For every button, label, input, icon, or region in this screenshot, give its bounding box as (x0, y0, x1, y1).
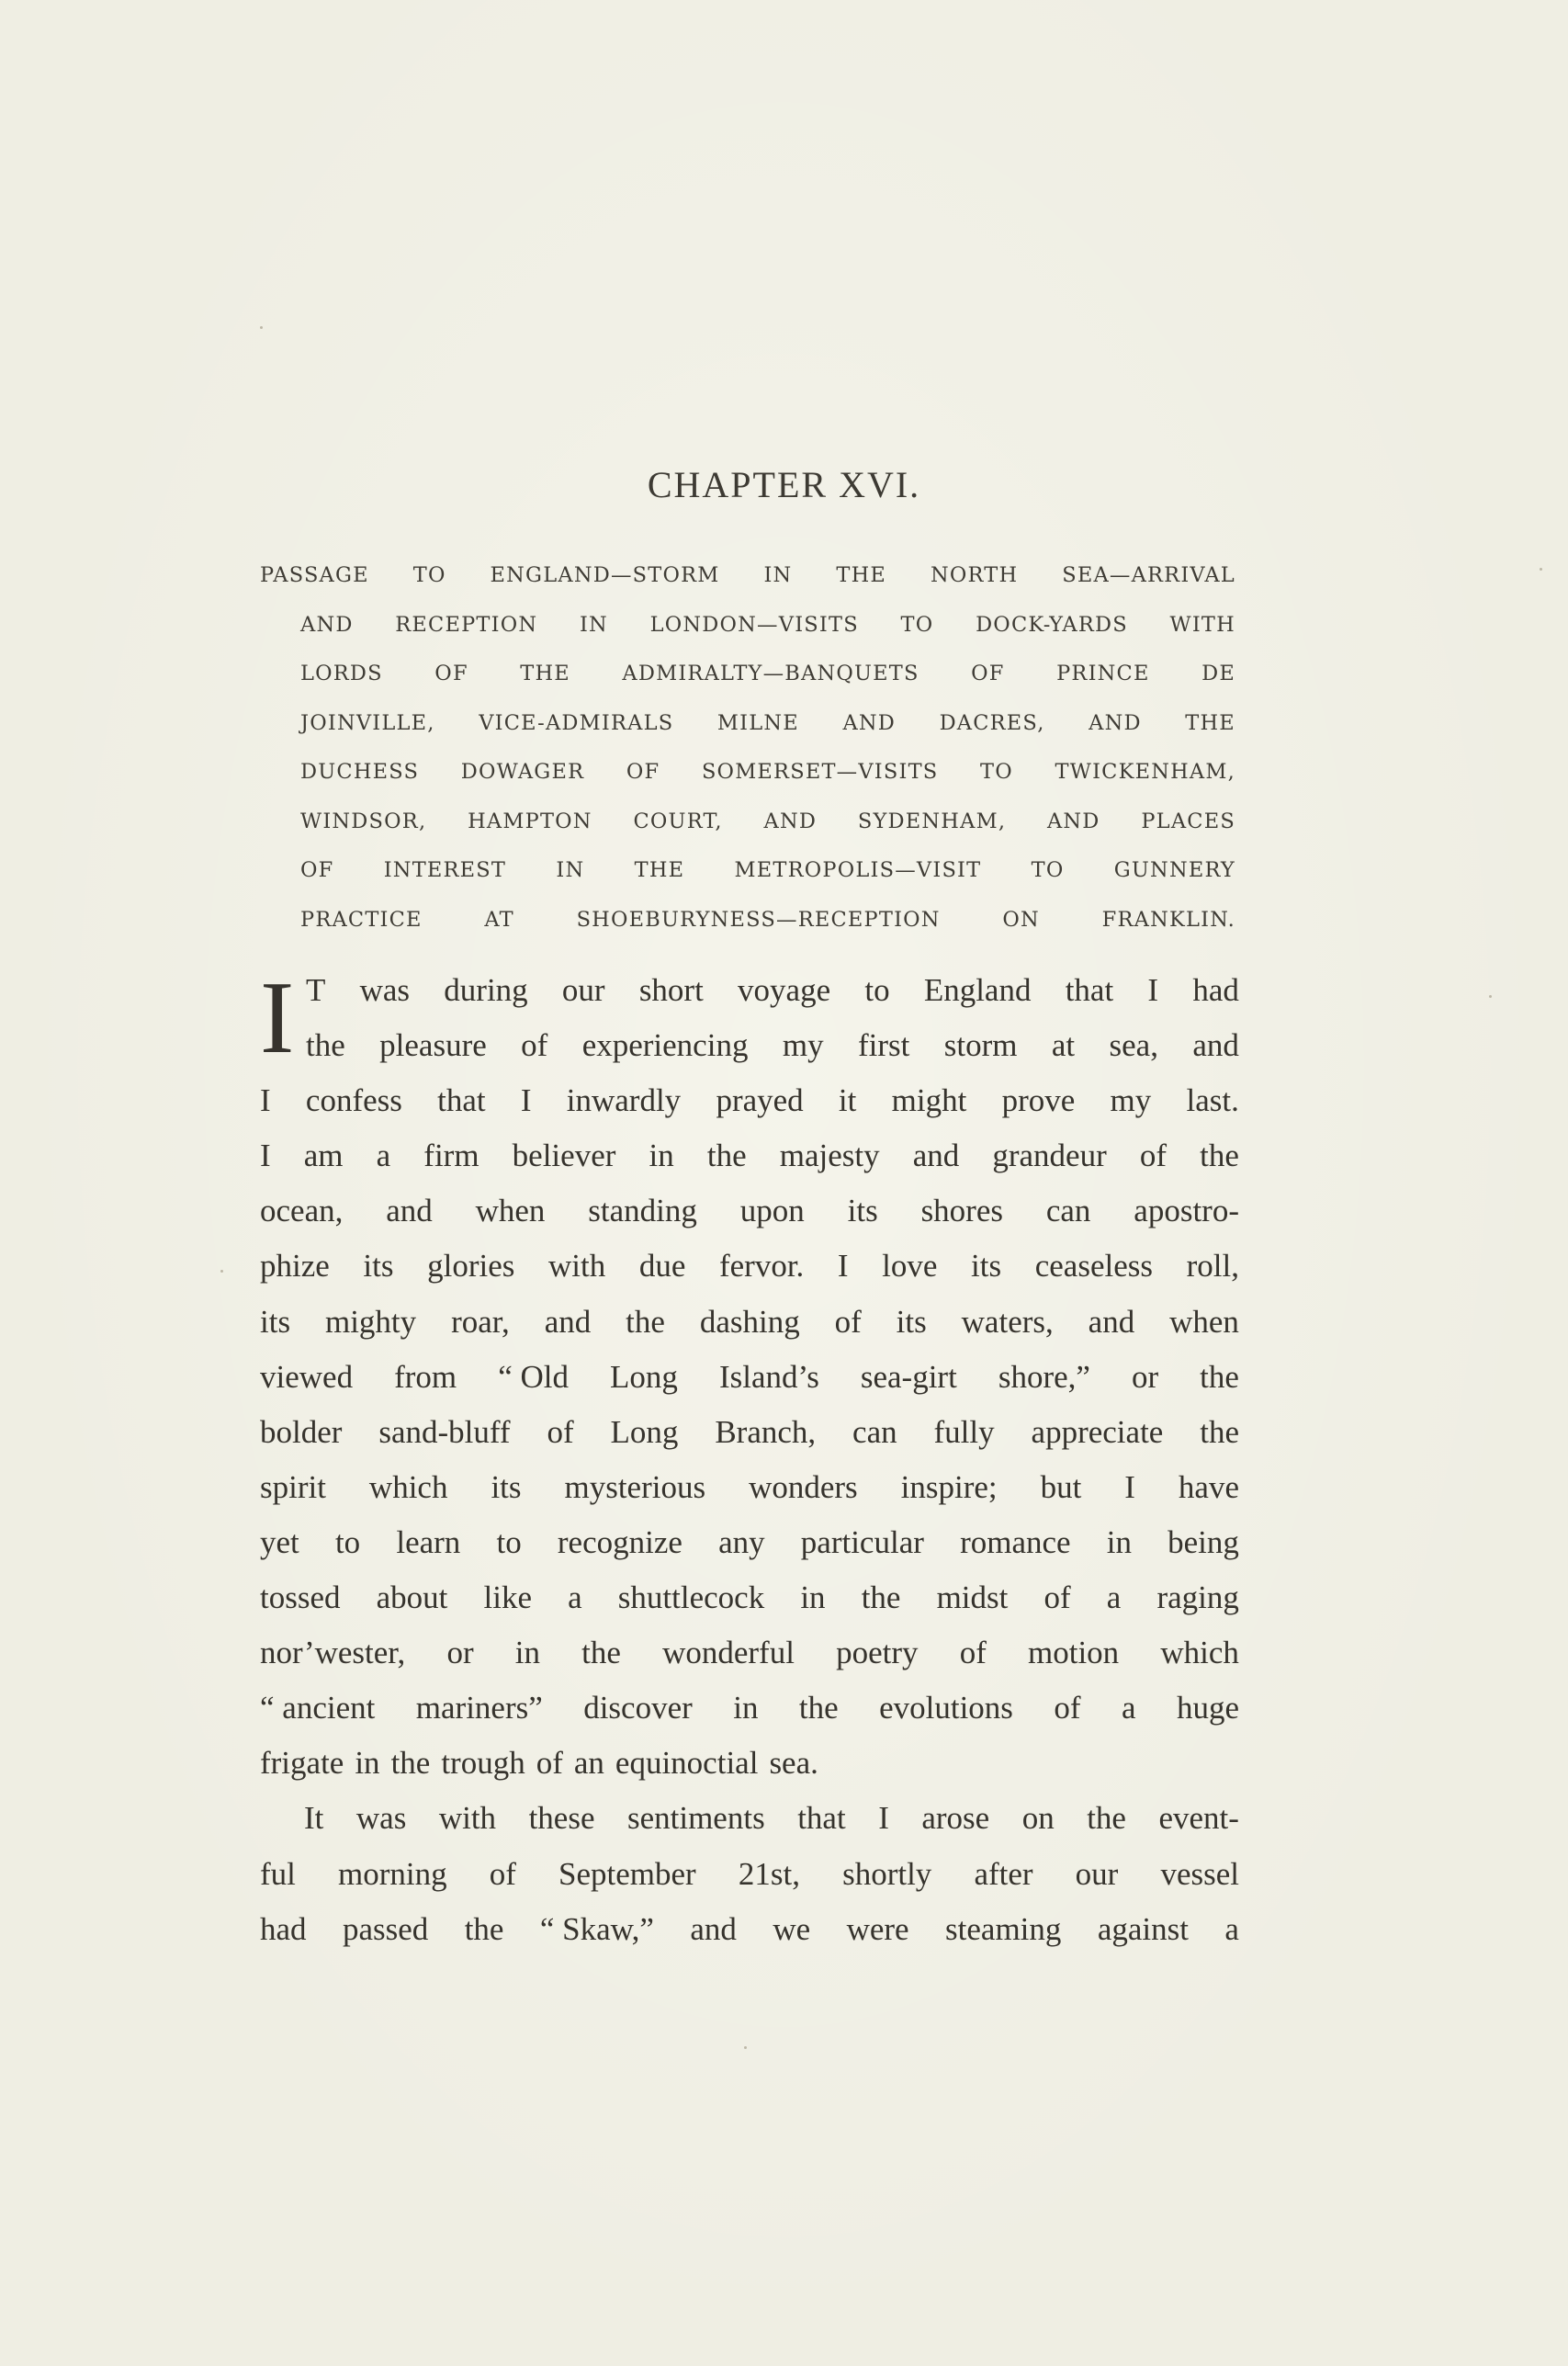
body-line (260, 1073, 1239, 1128)
body-word: apostro- (1134, 1193, 1239, 1229)
body-line (260, 1295, 1239, 1350)
body-word: dashing (699, 1303, 800, 1340)
body-word: waters, (961, 1303, 1054, 1340)
body-word: the (464, 1910, 504, 1947)
body-word: England (923, 972, 1032, 1008)
body-word: phize (260, 1248, 330, 1285)
body-word: from (394, 1358, 457, 1395)
body-line (260, 1570, 1239, 1625)
body-word: an (573, 1745, 604, 1782)
synopsis-word: DACRES, (939, 710, 1045, 735)
synopsis-word: SOMERSET—VISITS (701, 760, 939, 784)
body-line (260, 1350, 1239, 1405)
body-word: in (800, 1579, 826, 1616)
chapter-synopsis (260, 551, 1235, 945)
body-word: sentiments (626, 1800, 765, 1837)
body-word: and (690, 1910, 737, 1947)
body-word: of (521, 1027, 548, 1064)
synopsis-word: FRANKLIN. (1101, 907, 1235, 932)
body-word: firm (423, 1138, 479, 1174)
synopsis-word: LORDS (300, 662, 383, 685)
body-word: at (1051, 1027, 1076, 1064)
body-word: and (912, 1138, 960, 1174)
body-word: the (861, 1579, 901, 1616)
synopsis-word: IN (556, 858, 585, 882)
body-word: 21st, (738, 1855, 800, 1892)
synopsis-line (260, 896, 1235, 945)
synopsis-word: IN (579, 612, 608, 637)
body-word: of (536, 1745, 563, 1782)
body-word: shortly (842, 1855, 932, 1892)
body-word: pleasure (379, 1027, 487, 1064)
body-word: its (847, 1193, 878, 1229)
body-word: its (363, 1248, 394, 1285)
body-line (260, 1681, 1239, 1736)
synopsis-word: TO (980, 760, 1013, 784)
body-word: frigate (260, 1745, 344, 1782)
body-line (260, 1460, 1239, 1515)
body-word: I (1147, 972, 1159, 1008)
synopsis-word: THE (836, 563, 887, 587)
synopsis-word: DOCK-YARDS (976, 612, 1128, 637)
body-word: that (1065, 972, 1114, 1008)
body-word: about (376, 1579, 448, 1616)
synopsis-word: NORTH (930, 563, 1019, 587)
body-word: due (638, 1248, 686, 1285)
body-word: of (547, 1413, 574, 1450)
body-word: tossed (260, 1579, 341, 1616)
body-line (260, 1625, 1239, 1681)
body-word: the (1200, 1358, 1239, 1395)
synopsis-word: VICE-ADMIRALS (479, 710, 674, 735)
synopsis-word: SHOEBURYNESS—RECEPTION (576, 907, 941, 932)
synopsis-line (260, 748, 1235, 798)
body-word: the (390, 1745, 431, 1782)
body-line (260, 1736, 1239, 1791)
body-word: Long (610, 1413, 679, 1450)
body-word: fervor. (718, 1248, 805, 1285)
body-word: Island’s (718, 1358, 819, 1395)
body-word: upon (739, 1193, 805, 1229)
body-word: or (446, 1635, 474, 1671)
body-word: believer (512, 1138, 616, 1174)
synopsis-word: OF (300, 858, 334, 882)
body-word: we (773, 1910, 811, 1947)
body-line (260, 1405, 1239, 1460)
body-word: in (514, 1635, 541, 1671)
synopsis-word: SEA—ARRIVAL (1062, 563, 1235, 587)
body-word: inspire; (900, 1468, 998, 1505)
synopsis-word: AND (1089, 710, 1142, 735)
body-word: the (626, 1303, 665, 1340)
body-word: roll, (1186, 1248, 1239, 1285)
body-line (260, 1018, 1239, 1073)
body-word: am (303, 1138, 344, 1174)
synopsis-word: INTEREST (383, 858, 507, 882)
body-word: being (1168, 1523, 1239, 1560)
body-word: my (782, 1027, 824, 1064)
body-word: the (581, 1635, 621, 1671)
body-word: mighty (324, 1303, 417, 1340)
body-word: glories (427, 1248, 515, 1285)
synopsis-word: OF (434, 662, 468, 685)
body-word: morning (338, 1855, 447, 1892)
body-word: the (1200, 1413, 1239, 1450)
body-word: that (797, 1800, 846, 1837)
body-word: these (528, 1800, 595, 1837)
synopsis-word: ENGLAND—STORM (490, 563, 720, 587)
body-word: spirit (260, 1468, 326, 1505)
body-word: of (1139, 1138, 1168, 1174)
body-word: shuttlecock (617, 1579, 765, 1616)
body-word: the (706, 1138, 747, 1174)
body-word: sand-bluff (378, 1413, 511, 1450)
body-word: have (1178, 1468, 1239, 1505)
body-word: confess (305, 1082, 402, 1119)
body-word: had (1192, 972, 1239, 1008)
body-word: I (878, 1800, 889, 1837)
synopsis-word: THE (634, 858, 685, 882)
body-word: standing (588, 1193, 697, 1229)
synopsis-word: WINDSOR, (300, 809, 427, 833)
body-word: storm (943, 1027, 1018, 1064)
body-word: a (1106, 1579, 1122, 1616)
body-word: after (974, 1855, 1033, 1892)
body-word: love (882, 1248, 938, 1285)
synopsis-word: GUNNERY (1113, 858, 1235, 882)
body-word: that (437, 1082, 486, 1119)
body-word: a (568, 1579, 582, 1616)
body-word: prove (1001, 1082, 1076, 1119)
synopsis-line (260, 650, 1235, 699)
body-word: event- (1158, 1800, 1239, 1837)
body-word: romance (960, 1523, 1071, 1560)
synopsis-word: AT (484, 907, 514, 932)
body-word: the (1087, 1800, 1126, 1837)
body-word: motion (1028, 1635, 1120, 1671)
body-word: vessel (1160, 1855, 1239, 1892)
synopsis-word: HAMPTON (468, 809, 592, 833)
body-word: sea, (1109, 1027, 1158, 1064)
body-word: a (376, 1138, 391, 1174)
body-word: and (544, 1303, 592, 1340)
synopsis-word: AND (1046, 809, 1100, 833)
body-word: and (1088, 1303, 1135, 1340)
body-word: had (260, 1910, 307, 1947)
body-word: to (496, 1523, 522, 1560)
synopsis-line (260, 846, 1235, 896)
synopsis-line (260, 551, 1235, 601)
synopsis-word: LONDON—VISITS (649, 612, 859, 637)
body-word: ceaseless (1034, 1248, 1153, 1285)
body-word: it (838, 1082, 857, 1119)
synopsis-line (260, 601, 1235, 651)
paper-speck (1489, 995, 1492, 998)
body-word: poetry (836, 1635, 919, 1671)
body-word: of (489, 1855, 516, 1892)
body-word: steaming (945, 1910, 1062, 1947)
body-word: can (1045, 1193, 1091, 1229)
body-line (260, 1239, 1239, 1294)
body-word: equinoctial (615, 1745, 759, 1782)
body-word: in (1106, 1523, 1132, 1560)
body-word: of (1043, 1579, 1071, 1616)
synopsis-line (260, 699, 1235, 749)
body-word: of (834, 1303, 862, 1340)
body-word: appreciate (1031, 1413, 1164, 1450)
synopsis-word: OF (971, 662, 1005, 685)
body-word: on (1021, 1800, 1055, 1837)
paper-speck (220, 1270, 223, 1273)
body-word: particular (800, 1523, 924, 1560)
body-word: with (438, 1800, 497, 1837)
synopsis-word: AND (300, 612, 354, 637)
synopsis-word: WITH (1169, 612, 1235, 637)
body-line (260, 963, 1239, 1018)
body-word: grandeur (992, 1138, 1107, 1174)
body-word: our (561, 972, 605, 1008)
body-word: can (852, 1413, 897, 1450)
paper-speck (260, 326, 263, 329)
synopsis-word: PASSAGE (260, 563, 369, 587)
synopsis-line (260, 798, 1235, 847)
body-word: prayed (716, 1082, 804, 1119)
body-word: nor’wester, (260, 1635, 406, 1671)
body-word: voyage (738, 972, 831, 1008)
body-word: in (355, 1745, 380, 1782)
body-word: when (1169, 1303, 1239, 1340)
body-word: like (483, 1579, 532, 1616)
synopsis-word: METROPOLIS—VISIT (734, 858, 982, 882)
body-word: I (520, 1082, 532, 1119)
body-word: a (1121, 1690, 1136, 1726)
body-word: discover (583, 1690, 693, 1726)
body-word: sea-girt (860, 1358, 957, 1395)
body-word: its (971, 1248, 1002, 1285)
synopsis-word: PLACES (1141, 809, 1235, 833)
body-word: short (638, 972, 704, 1008)
body-word: against (1097, 1910, 1189, 1947)
synopsis-word: PRACTICE (300, 907, 423, 932)
body-word: T (306, 972, 326, 1008)
body-word: fully (933, 1413, 995, 1450)
synopsis-word: DUCHESS (300, 760, 420, 784)
synopsis-word: TWICKENHAM, (1055, 760, 1235, 784)
synopsis-word: RECEPTION (395, 612, 538, 637)
body-word: in (649, 1138, 674, 1174)
body-word: might (891, 1082, 967, 1119)
synopsis-word: ADMIRALTY—BANQUETS (622, 662, 919, 685)
body-word: I (837, 1248, 849, 1285)
body-word: any (718, 1523, 765, 1560)
synopsis-word: DOWAGER (460, 760, 585, 784)
body-word: which (368, 1468, 448, 1505)
body-word: trough (441, 1745, 525, 1782)
body-word: yet (260, 1523, 299, 1560)
synopsis-word: TO (412, 563, 446, 587)
body-line (260, 1791, 1239, 1846)
synopsis-word: AND (763, 809, 818, 833)
body-word: with (547, 1248, 606, 1285)
body-word: and (386, 1193, 433, 1229)
synopsis-word: OF (626, 760, 660, 784)
body-line (260, 1515, 1239, 1570)
body-word: were (846, 1910, 909, 1947)
body-word: a (1224, 1910, 1239, 1947)
body-word: “ Old (498, 1358, 569, 1395)
body-word: wonderful (662, 1635, 795, 1671)
body-word: roar, (451, 1303, 510, 1340)
body-word: viewed (260, 1358, 354, 1395)
body-word: ful (260, 1855, 296, 1892)
body-line (260, 1128, 1239, 1183)
body-word: I (260, 1082, 271, 1119)
body-word: inwardly (566, 1082, 682, 1119)
body-word: Long (610, 1358, 678, 1395)
body-word: was (359, 972, 411, 1008)
body-word: ocean, (260, 1193, 344, 1229)
body-word: majesty (779, 1138, 880, 1174)
body-word: evolutions (879, 1690, 1013, 1726)
body-word: recognize (557, 1523, 682, 1560)
body-word: raging (1156, 1579, 1239, 1616)
synopsis-word: THE (1185, 710, 1235, 735)
body-word: midst (936, 1579, 1009, 1616)
body-word: learn (396, 1523, 461, 1560)
body-word: and (1192, 1027, 1239, 1064)
body-word: It (304, 1800, 324, 1837)
drop-cap: I (260, 961, 295, 1075)
body-word: shore,” (998, 1358, 1090, 1395)
body-word: Branch, (715, 1413, 817, 1450)
paper-speck (1540, 568, 1542, 571)
body-word: but (1040, 1468, 1082, 1505)
body-word: the (798, 1690, 839, 1726)
body-text (260, 963, 1239, 1957)
synopsis-word: TO (900, 612, 934, 637)
synopsis-word: ON (1002, 907, 1040, 932)
body-word: of (959, 1635, 987, 1671)
body-word: experiencing (581, 1027, 749, 1064)
body-line (260, 1902, 1239, 1957)
synopsis-word: SYDENHAM, (857, 809, 1007, 833)
body-word: mariners” (415, 1690, 543, 1726)
body-word: of (1054, 1690, 1081, 1726)
body-word: bolder (260, 1413, 343, 1450)
body-word: huge (1176, 1690, 1239, 1726)
paper-speck (744, 2046, 747, 2049)
body-word: its (491, 1468, 522, 1505)
body-word: my (1110, 1082, 1152, 1119)
synopsis-word: THE (520, 662, 570, 685)
body-word: last. (1186, 1082, 1239, 1119)
body-word: passed (342, 1910, 429, 1947)
body-word: its (260, 1303, 291, 1340)
body-word: in (733, 1690, 759, 1726)
body-line (260, 1183, 1239, 1239)
synopsis-word: DE (1201, 662, 1235, 685)
body-word: our (1075, 1855, 1119, 1892)
body-word: to (334, 1523, 361, 1560)
body-word: during (444, 972, 528, 1008)
synopsis-word: AND (842, 710, 897, 735)
body-word: shores (920, 1193, 1003, 1229)
body-word: its (896, 1303, 927, 1340)
synopsis-word: COURT, (633, 809, 723, 833)
body-word: I (260, 1138, 271, 1174)
body-line (260, 1847, 1239, 1902)
body-word: the (306, 1027, 345, 1064)
synopsis-word: IN (763, 563, 793, 587)
body-word: to (864, 972, 890, 1008)
synopsis-word: TO (1031, 858, 1065, 882)
body-word: sea. (769, 1745, 818, 1782)
body-word: mysterious (564, 1468, 706, 1505)
body-word: when (475, 1193, 546, 1229)
body-word: wonders (749, 1468, 858, 1505)
body-word: or (1131, 1358, 1159, 1395)
body-word: “ Skaw,” (539, 1910, 654, 1947)
body-word: September (558, 1855, 696, 1892)
chapter-title: CHAPTER XVI. (647, 464, 921, 505)
synopsis-word: JOINVILLE, (300, 710, 435, 735)
body-word: the (1200, 1138, 1239, 1174)
body-word: arose (921, 1800, 990, 1837)
synopsis-word: MILNE (716, 710, 799, 735)
body-word: “ ancient (260, 1690, 376, 1726)
body-word: first (857, 1027, 910, 1064)
body-word: which (1160, 1635, 1239, 1671)
body-word: was (355, 1800, 407, 1837)
synopsis-word: PRINCE (1056, 662, 1150, 685)
body-word: I (1124, 1468, 1135, 1505)
